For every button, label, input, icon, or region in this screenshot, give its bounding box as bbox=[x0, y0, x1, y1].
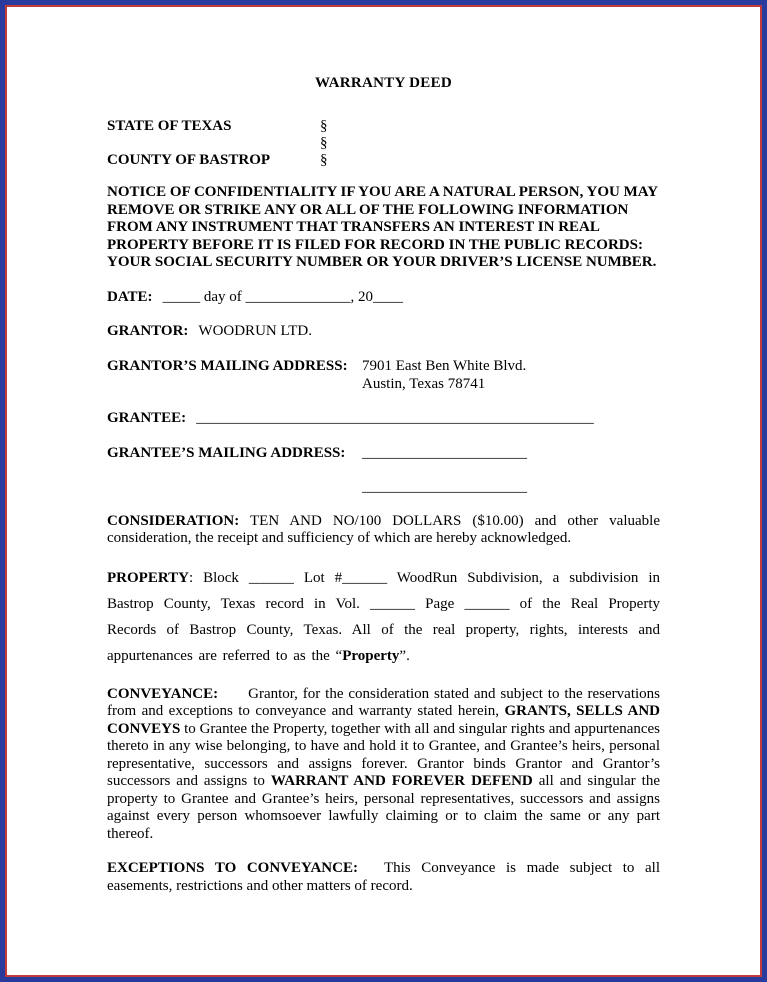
date-row bbox=[107, 289, 660, 306]
grantor-address-line2: Austin, Texas 78741 bbox=[362, 375, 486, 392]
conveyance-defend-phrase: WARRANT AND FOREVER DEFEND bbox=[270, 773, 533, 789]
conveyance-middle: to Grantee the Property, together with all and singular rights and appurtenances thereto in any wise belonging, to have and hold it to Grantee, and Grantee’s heirs, personal representative, successors and assigns forever. Grantor binds Grantor and Grantor’s successors and assigns to bbox=[107, 720, 660, 789]
conveyance-tail: all and singular the property to Grantee and Grantee’s heirs, personal representatives, successors and assigns against every person whomsoever lawfully claiming or to claim the same or any part thereof. bbox=[107, 773, 660, 842]
property-paragraph bbox=[107, 565, 660, 669]
exceptions-paragraph bbox=[107, 860, 660, 895]
consideration-label: CONSIDERATION: bbox=[107, 512, 240, 529]
consideration-text: TEN AND NO/100 DOLLARS ($10.00) and other valuable consideration, the receipt and sufficiency of which are hereby acknowledged. bbox=[107, 512, 660, 546]
conveyance-intro: Grantor, for the consideration stated and subject to the reservations from and exceptions to conveyance and warranty stated herein, bbox=[107, 685, 660, 719]
grantor-label: GRANTOR: bbox=[107, 322, 189, 339]
county-label: COUNTY OF BASTROP bbox=[107, 152, 271, 168]
consideration-paragraph bbox=[107, 513, 660, 548]
jurat-spacer bbox=[107, 135, 320, 152]
grantor-row bbox=[107, 323, 660, 340]
exceptions-text: This Conveyance is made subject to all easements, restrictions and other matters of record. bbox=[107, 860, 660, 894]
grantee-address-blank1: ______________________ bbox=[362, 444, 527, 461]
conveyance-paragraph bbox=[107, 686, 660, 844]
grantee-row bbox=[107, 410, 660, 427]
grantor-address-row bbox=[107, 357, 660, 393]
jurat-block bbox=[107, 118, 660, 169]
jurat-county-row bbox=[107, 152, 660, 169]
state-label: STATE OF TEXAS bbox=[107, 118, 232, 134]
conveyance-grants-phrase: GRANTS, SELLS AND CONVEYS bbox=[107, 703, 660, 737]
confidentiality-notice: NOTICE OF CONFIDENTIALITY IF YOU ARE A NATURAL PERSON, YOU MAY REMOVE OR STRIKE ANY OR ALL OF THE FOLLOWING INFORMATION FROM ANY INSTRUMENT THAT TRANSFERS AN INTEREST IN REAL PROPERTY BEFORE IT IS FILED FOR RECORD IN THE PUBLIC RECORDS: YOUR SOCIAL SECURITY NUMBER OR YOUR DRIVER’S LICENSE NUMBER. bbox=[107, 184, 658, 270]
date-value: _____ day of ______________, 20____ bbox=[162, 288, 403, 305]
date-label: DATE: bbox=[107, 288, 153, 305]
jurat-middle-row bbox=[107, 135, 660, 152]
grantor-address-line1: 7901 East Ben White Blvd. bbox=[362, 357, 527, 374]
property-label: PROPERTY bbox=[107, 569, 189, 586]
grantor-value: WOODRUN LTD. bbox=[198, 322, 313, 339]
jurat-state-row bbox=[107, 118, 660, 135]
grantee-address-blank2: ______________________ bbox=[362, 478, 527, 495]
conveyance-label: CONVEYANCE: bbox=[107, 685, 219, 702]
page-title: WARRANTY DEED bbox=[314, 75, 453, 91]
property-close: ”. bbox=[399, 647, 410, 664]
property-body: : Block ______ Lot #______ WoodRun Subdivision, a subdivision in Bastrop County, Texas record in Vol. ______ Page ______ of the Real Property Records of Bastrop County, Texas. All of the real property, rights, interests and appurtenances are referred to as the “ bbox=[107, 569, 660, 664]
grantee-label: GRANTEE: bbox=[107, 409, 187, 426]
grantee-address-blanks bbox=[362, 444, 527, 496]
section-symbol: § bbox=[320, 152, 328, 168]
grantee-address-label: GRANTEE’S MAILING ADDRESS: bbox=[107, 444, 346, 461]
document-body bbox=[5, 5, 762, 977]
grantee-address-row bbox=[107, 444, 660, 496]
section-symbol: § bbox=[320, 118, 328, 134]
section-symbol: § bbox=[320, 135, 328, 151]
exceptions-label: EXCEPTIONS TO CONVEYANCE: bbox=[107, 860, 358, 876]
grantor-address-value bbox=[362, 357, 526, 393]
grantor-address-label: GRANTOR’S MAILING ADDRESS: bbox=[107, 357, 348, 374]
property-term: Property bbox=[342, 647, 400, 664]
grantee-blank-line: _____________________________________________________ bbox=[196, 409, 594, 426]
